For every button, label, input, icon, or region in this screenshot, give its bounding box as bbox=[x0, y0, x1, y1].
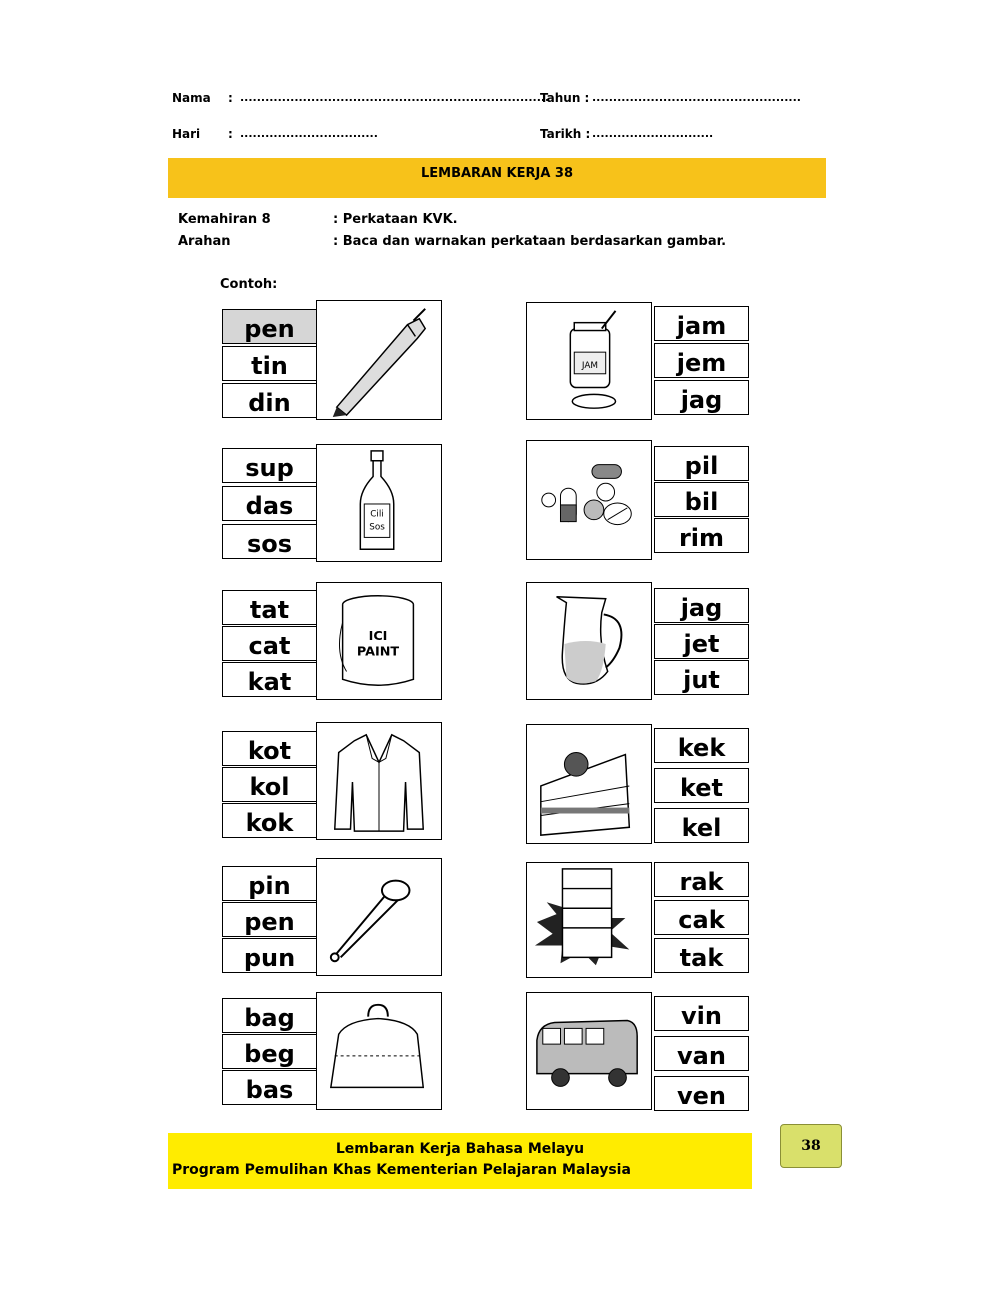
hari-field[interactable]: ................................. bbox=[240, 127, 378, 140]
word-option[interactable]: tak bbox=[654, 938, 749, 973]
coat-picture bbox=[316, 722, 442, 840]
nama-label: Nama bbox=[172, 91, 211, 105]
instruction-value: : Baca dan warnakan perkataan berdasarkan gambar. bbox=[333, 234, 727, 249]
word-option[interactable]: kek bbox=[654, 728, 749, 763]
word-option[interactable]: tat bbox=[222, 590, 317, 625]
word-option[interactable]: vin bbox=[654, 996, 749, 1031]
word-option[interactable]: van bbox=[654, 1036, 749, 1071]
word-option[interactable]: ket bbox=[654, 768, 749, 803]
word-option[interactable]: das bbox=[222, 486, 317, 521]
pills-picture bbox=[526, 440, 652, 560]
tarikh-label: Tarikh : bbox=[540, 127, 591, 141]
worksheet-title: LEMBARAN KERJA 38 bbox=[168, 158, 826, 198]
word-option[interactable]: tin bbox=[222, 346, 317, 381]
hari-label: Hari bbox=[172, 127, 201, 141]
word-option[interactable]: kat bbox=[222, 662, 317, 697]
paint-can-picture bbox=[316, 582, 442, 700]
word-option[interactable]: ven bbox=[654, 1076, 749, 1111]
word-option[interactable]: rim bbox=[654, 518, 749, 553]
van-picture bbox=[526, 992, 652, 1110]
example-label: Contoh: bbox=[220, 277, 278, 292]
safety-pin-picture bbox=[316, 858, 442, 976]
word-option[interactable]: pen bbox=[222, 902, 317, 937]
word-option[interactable]: jem bbox=[654, 343, 749, 378]
jam-jar-label: JAM bbox=[581, 360, 599, 371]
word-option[interactable]: pen bbox=[222, 309, 317, 344]
footer-line2: Program Pemulihan Khas Kementerian Pelajaran Malaysia bbox=[172, 1162, 631, 1178]
skill-label: Kemahiran 8 bbox=[178, 212, 271, 227]
word-option[interactable]: sos bbox=[222, 524, 317, 559]
tahun-field[interactable]: .................................................. bbox=[592, 91, 801, 104]
bottle-label-line2: Sos bbox=[369, 522, 385, 533]
word-option[interactable]: cak bbox=[654, 900, 749, 935]
footer-bar bbox=[168, 1133, 752, 1189]
nama-colon: : bbox=[228, 91, 233, 105]
word-option[interactable]: din bbox=[222, 383, 317, 418]
pen-picture bbox=[316, 300, 442, 420]
jug-picture bbox=[526, 582, 652, 700]
word-option[interactable]: kol bbox=[222, 767, 317, 802]
word-option[interactable]: beg bbox=[222, 1034, 317, 1069]
word-option[interactable]: bas bbox=[222, 1070, 317, 1105]
sauce-bottle-picture bbox=[316, 444, 442, 562]
instruction-label: Arahan bbox=[178, 234, 231, 249]
word-option[interactable]: jag bbox=[654, 588, 749, 623]
jam-jar-picture bbox=[526, 302, 652, 420]
shelf-picture bbox=[526, 862, 652, 978]
nama-field[interactable]: .......................................................................... bbox=[240, 91, 550, 104]
word-option[interactable]: pun bbox=[222, 938, 317, 973]
skill-value: : Perkataan KVK. bbox=[333, 212, 458, 227]
word-option[interactable]: kok bbox=[222, 803, 317, 838]
cake-picture bbox=[526, 724, 652, 844]
bag-picture bbox=[316, 992, 442, 1110]
word-option[interactable]: pil bbox=[654, 446, 749, 481]
footer-line1: Lembaran Kerja Bahasa Melayu bbox=[335, 1141, 585, 1157]
word-option[interactable]: jag bbox=[654, 380, 749, 415]
word-option[interactable]: bil bbox=[654, 482, 749, 517]
hari-colon: : bbox=[228, 127, 233, 141]
paint-label-line2: PAINT bbox=[356, 644, 400, 660]
word-option[interactable]: jut bbox=[654, 660, 749, 695]
word-option[interactable]: kot bbox=[222, 731, 317, 766]
tahun-label: Tahun : bbox=[540, 91, 590, 105]
page-number-badge: 38 bbox=[780, 1124, 842, 1168]
word-option[interactable]: jam bbox=[654, 306, 749, 341]
word-option[interactable]: kel bbox=[654, 808, 749, 843]
paint-label-line1: ICI bbox=[368, 629, 388, 645]
word-option[interactable]: sup bbox=[222, 448, 317, 483]
word-option[interactable]: cat bbox=[222, 626, 317, 661]
word-option[interactable]: bag bbox=[222, 998, 317, 1033]
word-option[interactable]: pin bbox=[222, 866, 317, 901]
tarikh-field[interactable]: ............................. bbox=[592, 127, 714, 140]
bottle-label-line1: Cili bbox=[370, 509, 384, 520]
word-option[interactable]: jet bbox=[654, 624, 749, 659]
word-option[interactable]: rak bbox=[654, 862, 749, 897]
